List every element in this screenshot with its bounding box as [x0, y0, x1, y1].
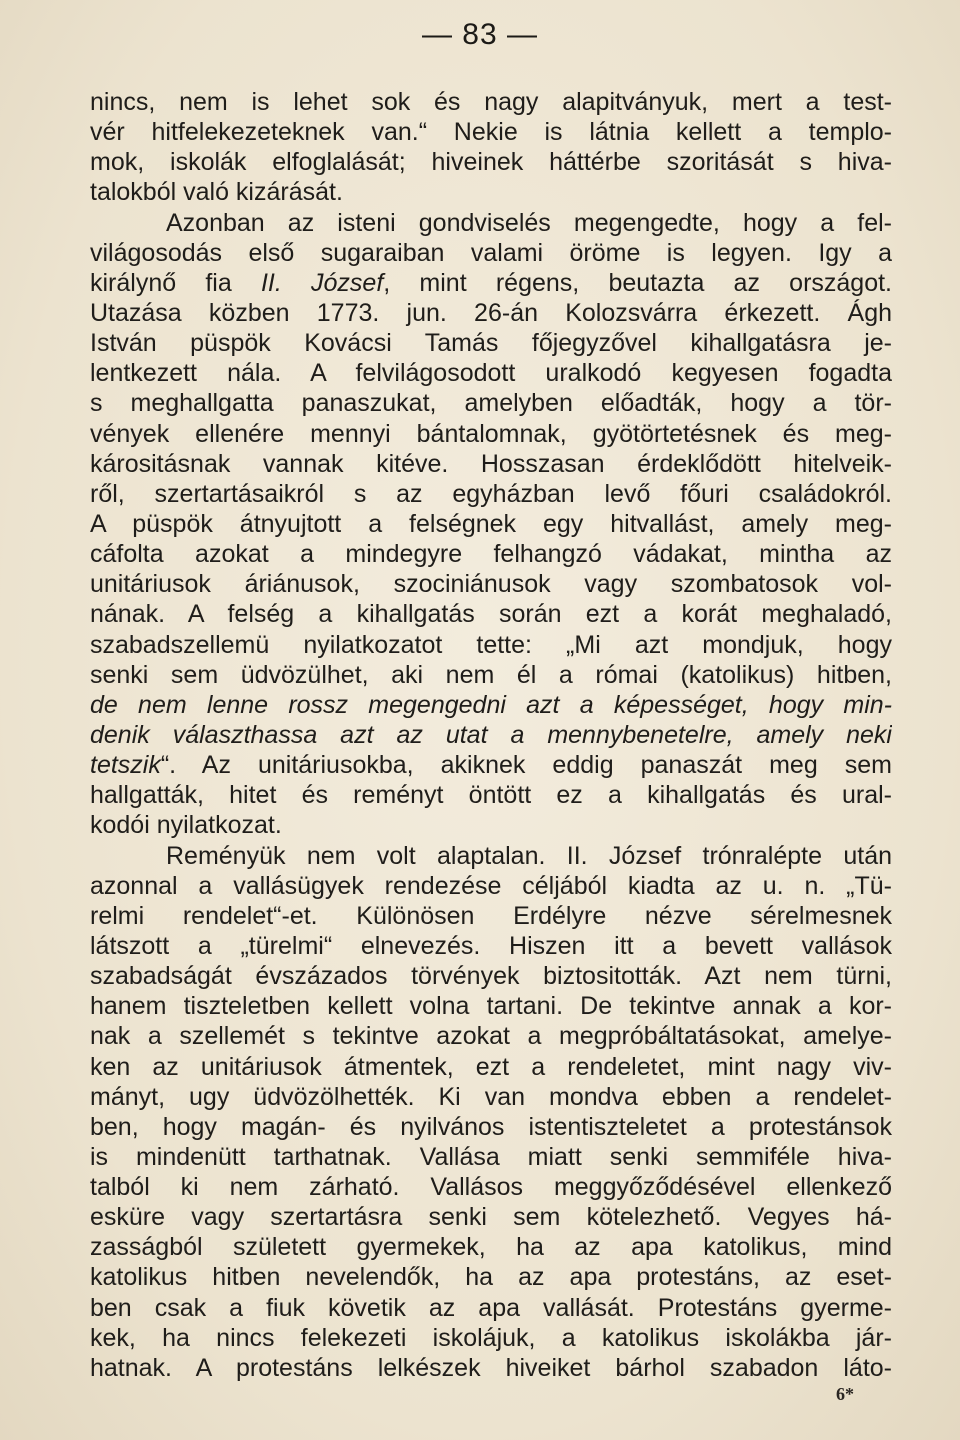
text-line: s meghallgatta panaszukat, amelyben előadták, hogy a tör- [90, 389, 892, 418]
italic-name: II. József [260, 268, 384, 297]
text-line: katolikus hitben nevelendők, ha az apa protestáns, az eset- [90, 1263, 892, 1292]
text-line: kek, ha nincs felekezeti iskolájuk, a katolikus iskolákba jár- [90, 1323, 892, 1352]
text-line: vér hitfelekezeteknek van.“ Nekie is látnia kellett a templo- [90, 118, 892, 147]
text-line: ről, szertartásaikról s az egyházban levő főuri családokról. [90, 479, 892, 508]
text-line: nak a szellemét s tekintve azokat a megpróbáltatásokat, amelye- [90, 1022, 892, 1051]
italic-quote-line: denik választhassa azt az utat a mennybenetelre, amely neki [90, 720, 892, 749]
text-line: mányt, ugy üdvözölhették. Ki van mondva ebben a rendelet- [90, 1082, 892, 1111]
text-line: ben csak a fiuk követik az apa vallását. Protestáns gyerme- [90, 1293, 892, 1322]
text-line: István püspök Kovácsi Tamás főjegyzővel kihallgatásra je- [90, 329, 892, 358]
text-line: nincs, nem is lehet sok és nagy alapitványuk, mert a test- [90, 88, 892, 116]
text-line: is mindenütt tarthatnak. Vallása miatt senki semmiféle hiva- [90, 1142, 892, 1171]
text-line: lentkezett nála. A felvilágosodott uralkodó kegyesen fogadta [90, 359, 892, 388]
text-line: unitáriusok áriánusok, szociniánusok vagy szombatosok vol- [90, 570, 892, 599]
text-line: királynő fia II. József, mint régens, beutazta az országot. [90, 268, 892, 297]
paragraph-first-line: Azonban az isteni gondviselés megengedte, hogy a fel- [166, 208, 892, 237]
text-line: cáfolta azokat a mindegyre felhangzó vádakat, mintha az [90, 540, 892, 569]
text-line: mok, iskolák elfoglalását; hiveinek háttérbe szoritását s hiva- [90, 148, 892, 177]
text-line: nának. A felség a kihallgatás során ezt a korát meghaladó, [90, 600, 892, 629]
text-line: A püspök átnyujtott a felségnek egy hitvallást, amely meg- [90, 509, 892, 538]
text-line: látszott a „türelmi“ elnevezés. Hiszen itt a bevett vallások [90, 931, 892, 960]
body-text [90, 87, 892, 1383]
text-line: ben, hogy magán- és nyilvános istentiszteletet a protestánsok [90, 1112, 892, 1141]
italic-quote-end: tetszik [90, 751, 161, 780]
text-line: talokból való kizárását. [90, 178, 343, 207]
text-line: hanem tiszteletben kellett volna tartani. De tekintve annak a kor- [90, 992, 892, 1021]
text-line: világosodás első sugaraiban valami öröme is legyen. Igy a [90, 238, 892, 267]
page-number: — 83 — [421, 18, 539, 51]
text-line: szabadságát évszázados törvények biztositották. Azt nem türni, [90, 962, 892, 991]
text-line: szabadszellemü nyilatkozatot tette: „Mi azt mondjuk, hogy [90, 630, 892, 659]
text-line: hatnak. A protestáns lelkészek hiveiket bárhol szabadon láto- [90, 1353, 892, 1382]
text-line: hallgatták, hitet és reményt öntött ez a kihallgatás és ural- [90, 781, 892, 810]
text-line: senki sem üdvözülhet, aki nem él a római (katolikus) hitben, [90, 660, 892, 689]
text-line: zasságból született gyermekek, ha az apa katolikus, mind [90, 1233, 892, 1262]
text-line: kodói nyilatkozat. [90, 811, 282, 840]
text-line: ken az unitáriusok átmentek, ezt a rendeletet, mint nagy viv- [90, 1052, 892, 1081]
text-line: talból ki nem zárható. Vallásos meggyőződésével ellenkező [90, 1173, 892, 1202]
text-line: esküre vagy szertartásra senki sem kötelezhető. Vegyes há- [90, 1203, 892, 1232]
signature-mark: 6* [836, 1384, 854, 1404]
text-line: Utazása közben 1773. jun. 26-án Kolozsvárra érkezett. Ágh [90, 298, 892, 327]
text-line: relmi rendelet“-et. Különösen Erdélyre nézve sérelmesnek [90, 901, 892, 930]
text-line: azonnal a vallásügyek rendezése céljából kiadta az u. n. „Tü- [90, 871, 892, 900]
paragraph-first-line: Reményük nem volt alaptalan. II. József trónralépte után [166, 841, 892, 870]
text-line: vények ellenére mennyi bántalomnak, gyötörtetésnek és meg- [90, 419, 892, 448]
italic-quote-line: de nem lenne rossz megengedni azt a képességet, hogy min- [90, 690, 892, 719]
text-line: tetszik“. Az unitáriusokba, akiknek eddig panaszát meg sem [90, 751, 892, 780]
text-line: kárositásnak vannak kitéve. Hosszasan érdeklődött hitelveik- [90, 449, 892, 478]
